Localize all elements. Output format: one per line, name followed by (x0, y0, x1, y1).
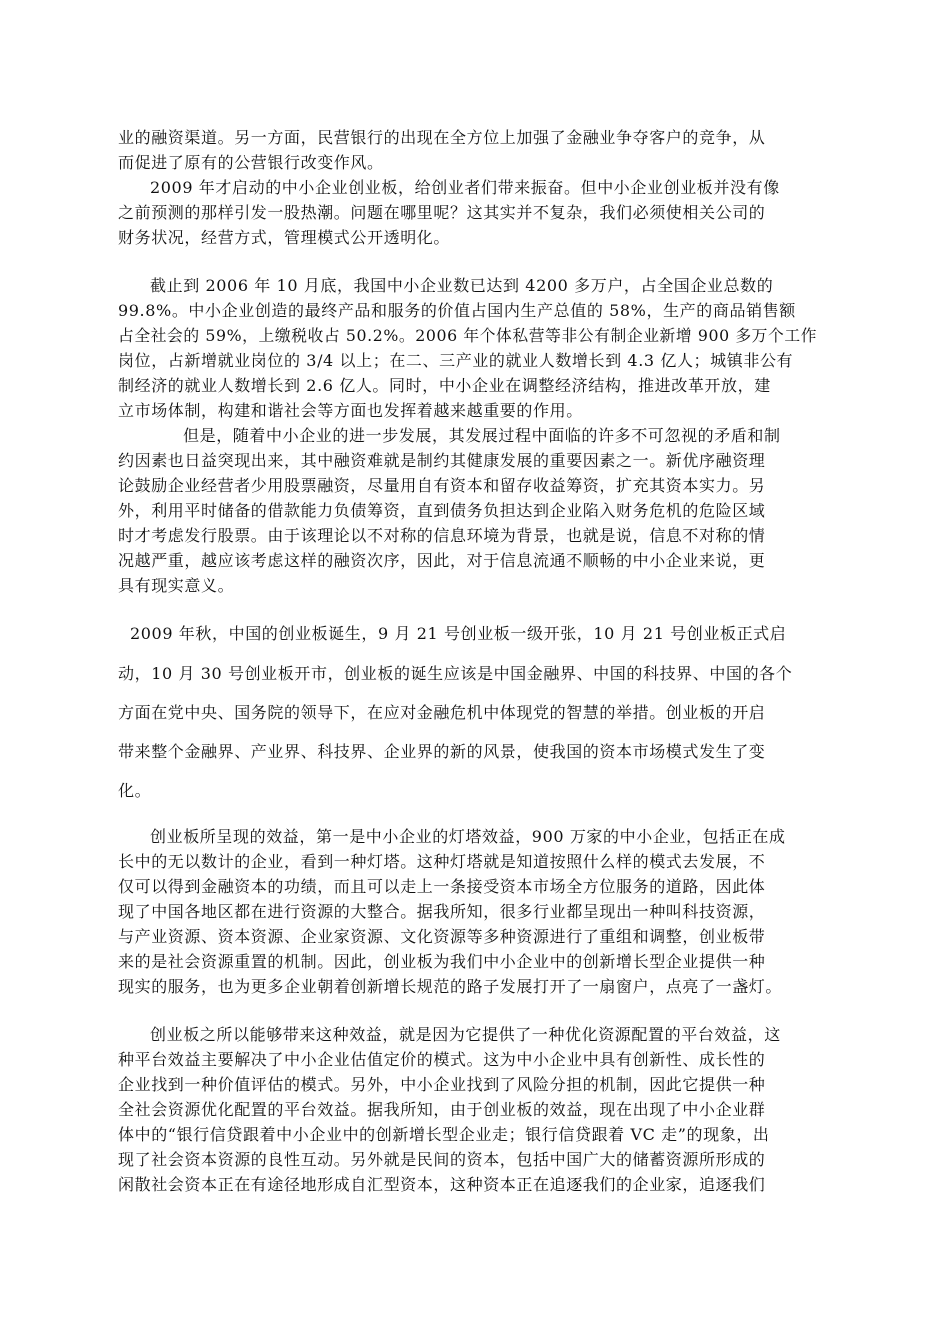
paragraph-6-line-3: 仅可以得到金融资本的功绩，而且可以走上一条接受资本市场全方位服务的道路，因此体 (118, 877, 766, 896)
paragraph-2-line-3: 财务状况，经营方式，管理模式公开透明化。 (118, 228, 451, 247)
paragraph-5-line-1: 2009 年秋，中国的创业板诞生，9 月 21 号创业板一级开张，10 月 21 号创业板正式启 (130, 624, 787, 643)
paragraph-6-line-7: 现实的服务，也为更多企业朝着创新增长规范的路子发展打开了一扇窗户，点亮了一盏灯。 (118, 977, 783, 996)
paragraph-7-line-7: 闲散社会资本正在有途径地形成自汇型资本，这种资本正在追逐我们的企业家，追逐我们 (118, 1175, 766, 1194)
paragraph-6-line-1: 创业板所呈现的效益，第一是中小企业的灯塔效益，900 万家的中小企业，包括正在成 (150, 827, 786, 846)
paragraph-3-line-1: 截止到 2006 年 10 月底，我国中小企业数已达到 4200 多万户，占全国企业总数的 (150, 276, 774, 295)
paragraph-5-line-4: 带来整个金融界、产业界、科技界、企业界的新的风景，使我国的资本市场模式发生了变 (118, 742, 766, 761)
paragraph-6-line-6: 来的是社会资源重置的机制。因此，创业板为我们中小企业中的创新增长型企业提供一种 (118, 952, 766, 971)
paragraph-3-line-2: 99.8%。中小企业创造的最终产品和服务的价值占国内生产总值的 58%，生产的商品销售额 (118, 301, 796, 320)
paragraph-6-line-5: 与产业资源、资本资源、企业家资源、文化资源等多种资源进行了重组和调整，创业板带 (118, 927, 766, 946)
paragraph-3-line-3: 占全社会的 59%，上缴税收占 50.2%。2006 年个体私营等非公有制企业新增 900 多万个工作 (118, 326, 818, 345)
paragraph-1-line-1: 业的融资渠道。另一方面，民营银行的出现在全方位上加强了金融业争夺客户的竞争，从 (118, 128, 766, 147)
paragraph-5-line-2: 动，10 月 30 号创业板开市，创业板的诞生应该是中国金融界、中国的科技界、中国的各个 (118, 664, 793, 683)
paragraph-6-line-2: 长中的无以数计的企业，看到一种灯塔。这种灯塔就是知道按照什么样的模式去发展，不 (118, 852, 766, 871)
paragraph-5-line-3: 方面在党中央、国务院的领导下，在应对金融危机中体现党的智慧的举措。创业板的开启 (118, 703, 766, 722)
paragraph-4-line-1: 但是，随着中小企业的进一步发展，其发展过程中面临的许多不可忽视的矛盾和制 (183, 426, 781, 445)
paragraph-2-line-1: 2009 年才启动的中小企业创业板，给创业者们带来振奋。但中小企业创业板并没有像 (150, 178, 780, 197)
paragraph-1-line-2: 而促进了原有的公营银行改变作风。 (118, 153, 384, 172)
paragraph-4-line-3: 论鼓励企业经营者少用股票融资，尽量用自有资本和留存收益筹资，扩充其资本实力。另 (118, 476, 766, 495)
paragraph-4-line-5: 时才考虑发行股票。由于该理论以不对称的信息环境为背景，也就是说，信息不对称的情 (118, 526, 766, 545)
paragraph-7-line-2: 种平台效益主要解决了中小企业估值定价的模式。这为中小企业中具有创新性、成长性的 (118, 1050, 766, 1069)
paragraph-7-line-6: 现了社会资本资源的良性互动。另外就是民间的资本，包括中国广大的储蓄资源所形成的 (118, 1150, 766, 1169)
paragraph-4-line-4: 外，利用平时储备的借款能力负债筹资，直到债务负担达到企业陷入财务危机的危险区域 (118, 501, 766, 520)
paragraph-4-line-2: 约因素也日益突现出来，其中融资难就是制约其健康发展的重要因素之一。新优序融资理 (118, 451, 766, 470)
paragraph-5-line-5: 化。 (118, 781, 152, 800)
paragraph-7-line-5: 体中的“银行信贷跟着中小企业中的创新增长型企业走；银行信贷跟着 VC 走”的现象，出 (118, 1125, 770, 1144)
paragraph-2-line-2: 之前预测的那样引发一股热潮。问题在哪里呢？这其实并不复杂，我们必须使相关公司的 (118, 203, 766, 222)
paragraph-7-line-3: 企业找到一种价值评估的模式。另外，中小企业找到了风险分担的机制，因此它提供一种 (118, 1075, 766, 1094)
paragraph-4-line-6: 况越严重，越应该考虑这样的融资次序，因此，对于信息流通不顺畅的中小企业来说，更 (118, 551, 766, 570)
paragraph-3-line-6: 立市场体制，构建和谐社会等方面也发挥着越来越重要的作用。 (118, 401, 583, 420)
paragraph-6-line-4: 现了中国各地区都在进行资源的大整合。据我所知，很多行业都呈现出一种叫科技资源， (118, 902, 766, 921)
paragraph-4-line-7: 具有现实意义。 (118, 576, 235, 595)
paragraph-3-line-5: 制经济的就业人数增长到 2.6 亿人。同时，中小企业在调整经济结构，推进改革开放，建 (118, 376, 771, 395)
paragraph-7-line-1: 创业板之所以能够带来这种效益，就是因为它提供了一种优化资源配置的平台效益，这 (150, 1025, 781, 1044)
paragraph-3-line-4: 岗位，占新增就业岗位的 3/4 以上；在二、三产业的就业人数增长到 4.3 亿人；城镇非公有 (118, 351, 794, 370)
paragraph-7-line-4: 全社会资源优化配置的平台效益。据我所知，由于创业板的效益，现在出现了中小企业群 (118, 1100, 766, 1119)
